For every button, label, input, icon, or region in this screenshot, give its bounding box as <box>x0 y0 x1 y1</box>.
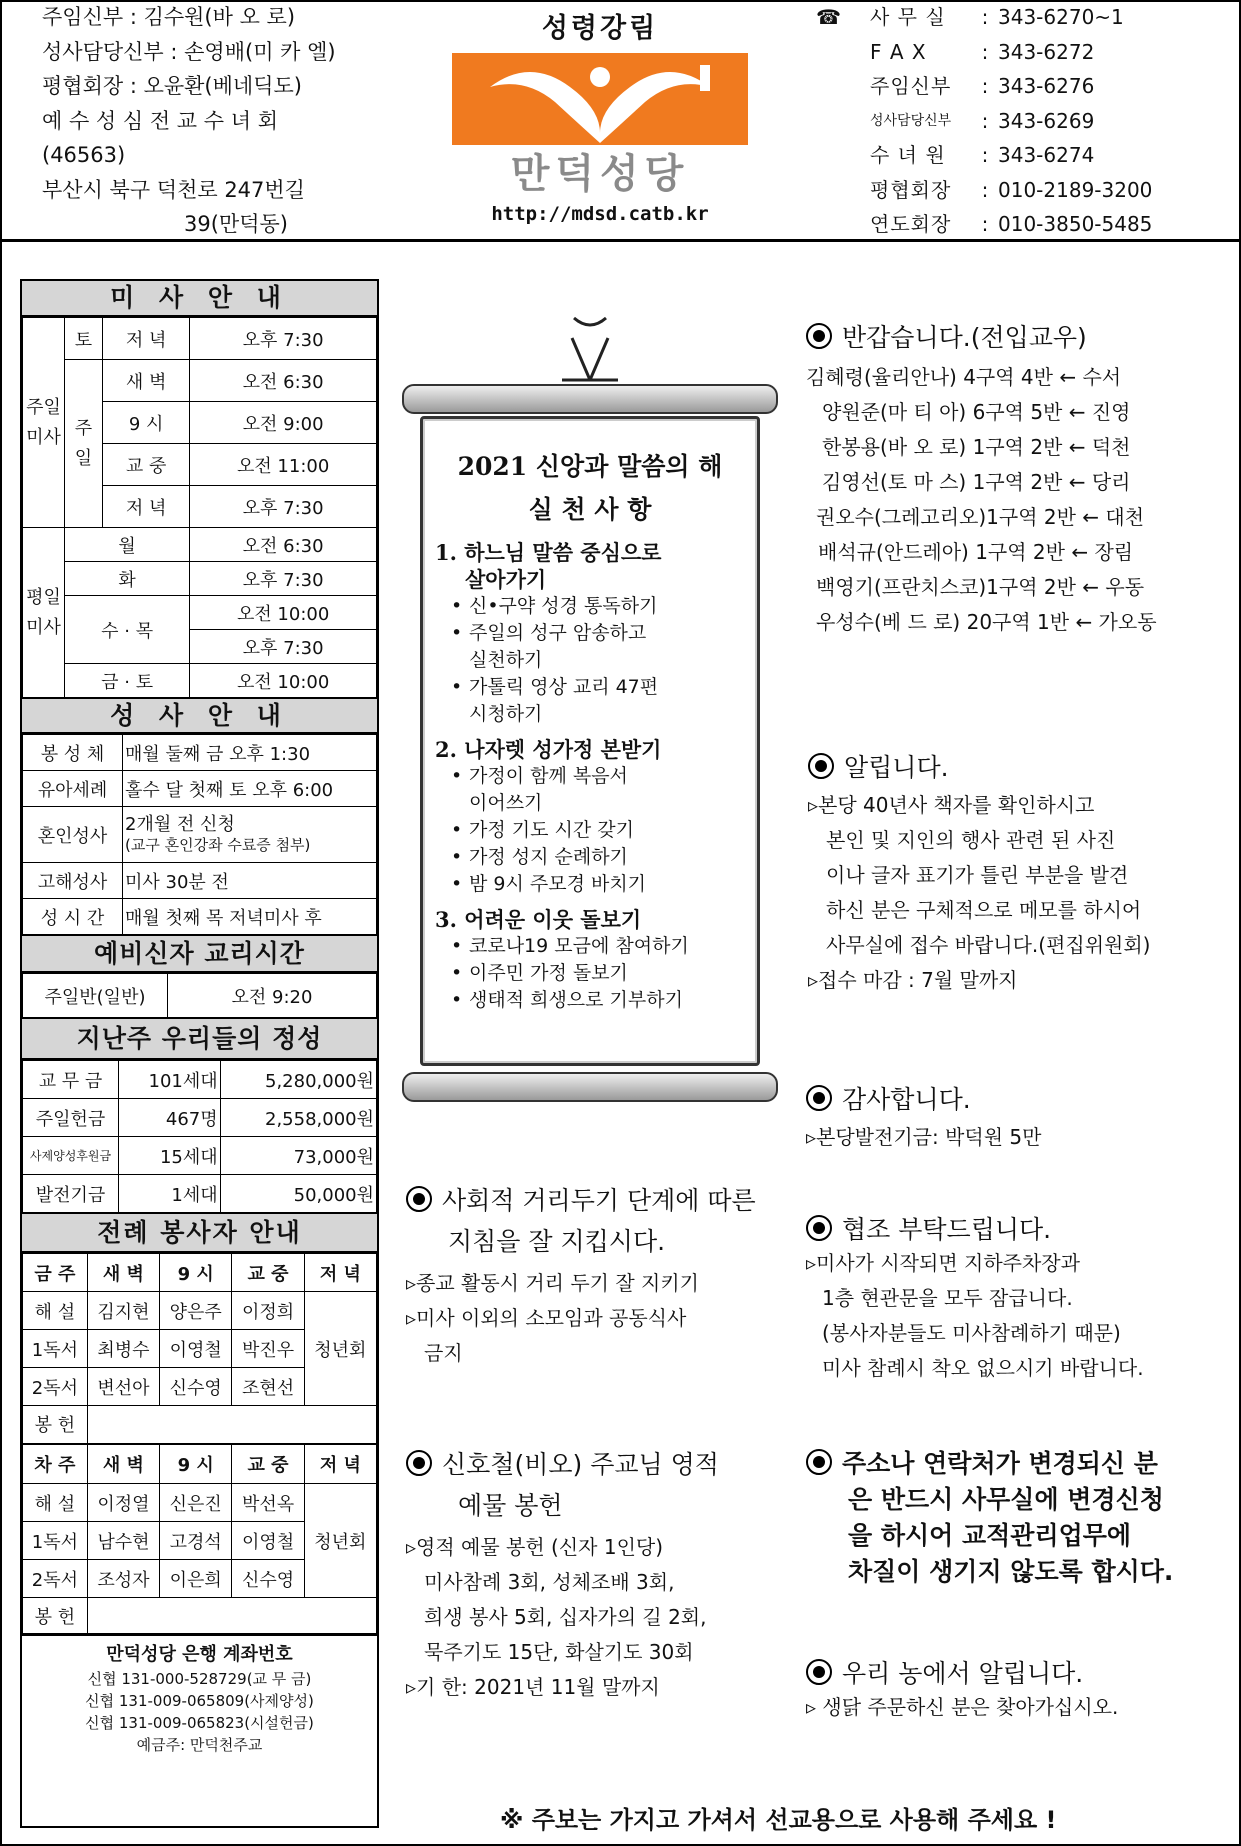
logo-text: 만덕성당 <box>510 151 690 197</box>
sacrament-table: 봉 성 체 매월 둘째 금 오후 1:30 유아세례 홀수 달 첫째 토 오후 6:00 혼인성사 2개월 전 신청 (교구 혼인강좌 수료증 첨부) 고해성사 미사 30분 전 성 시 간 매월 첫째 목 저녁미사 후 <box>22 734 377 935</box>
practice-3: 3. 어려운 이웃 돌보기 <box>435 907 642 932</box>
scroll-ribbon <box>402 314 778 384</box>
contact-office: 사 무 실 : 343-6270~1 <box>870 5 1124 29</box>
header <box>0 0 1241 242</box>
coop-section: 협조 부탁드립니다. ▹미사가 시작되면 지하주차장과 1층 현관문을 모두 잠급니다. (봉사자분들도 미사참례하기 때문) 미사 참례시 착오 없으시기 바랍니다. <box>806 1215 1144 1380</box>
bullet-icon <box>406 1186 432 1212</box>
scroll-paper <box>420 416 760 1066</box>
bullet-icon <box>806 1085 832 1111</box>
header-center <box>450 6 750 225</box>
bullet-icon <box>806 323 832 349</box>
practice-2-subs: • 가정이 함께 복음서 이어쓰기 • 가정 기도 시간 갖기 • 가정 성지 순례하기 • 밤 9시 주모경 바치기 <box>451 765 647 895</box>
contact-fax: F A X : 343-6272 <box>870 39 1095 64</box>
sisters: 예 수 성 심 전 교 수 녀 회 <box>42 108 278 133</box>
bullet-icon <box>806 1449 832 1475</box>
farm-section: 우리 농에서 알립니다. ▹ 생닭 주문하신 분은 찾아가십시오. <box>806 1659 1119 1719</box>
servers-title: 전례 봉사자 안내 <box>22 1213 377 1253</box>
scroll-bottom-rod <box>402 1072 778 1102</box>
contact-priest: 주임신부 : 343-6276 <box>870 74 1095 98</box>
catechumen-table: 주일반(일반) 오전 9:20 <box>22 973 377 1018</box>
logo-flame <box>590 67 610 87</box>
priest: 주임신부 : 김수원(바 오 로) <box>42 5 296 29</box>
offering-table: 교 무 금 101세대 5,280,000원 주일헌금 467명 2,558,000원 사제양성후원금 15세대 73,000원 발전기금 1세대 50,000원 <box>22 1060 377 1213</box>
mass-title: 미 사 안 내 <box>22 281 377 317</box>
practice-1-subs: • 신•구약 성경 통독하기 • 주일의 성구 암송하고 실천하기 • 가톨릭 영상 교리 47편 시청하기 <box>451 595 659 725</box>
practice-3-subs: • 코로나19 모금에 참여하기 • 이주민 가정 돌보기 • 생태적 희생으로 기부하기 <box>451 935 689 1011</box>
scroll-title: 2021 신앙과 말씀의 해 실 천 사 항 <box>457 452 723 524</box>
notice-section: 알립니다. ▹본당 40년사 책자를 확인하시고 본인 및 지인의 행사 관련 된 사진 이나 글자 표기가 틀린 부분을 발견 하신 분은 구체적으로 메모를 하시어 사무실에 접수 바랍니다.(편집위원회) ▹접수 마감 : 7월 말까지 <box>808 753 1151 992</box>
postal-code: (46563) <box>42 143 126 167</box>
header-left <box>42 0 402 242</box>
bullet-icon <box>806 1659 832 1685</box>
contact-convent: 수 녀 원 : 343-6274 <box>870 143 1095 167</box>
bishop-section: 신호철(비오) 주교님 영적 예물 봉헌 ▹영적 예물 봉헌 (신자 1인당) 미사참례 3회, 성체조배 3회, 희생 봉사 5회, 십자가의 길 2회, 묵주기도 15단, 화살기도 30회 ▹기 한: 2021년 11월 말까지 <box>406 1450 719 1699</box>
parish-url[interactable]: http://mdsd.catb.kr <box>491 203 709 225</box>
offering-title: 지난주 우리들의 정성 <box>22 1018 377 1060</box>
practice-2: 2. 나자렛 성가정 본받기 <box>435 737 662 762</box>
thanks-section: 감사합니다. ▹본당발전기금: 박덕원 5만 <box>806 1085 1042 1149</box>
address-line-2: 39(만덕동) <box>184 212 288 236</box>
bullet-icon <box>406 1450 432 1476</box>
practice-1: 1. 하느님 말씀 중심으로 살아가기 <box>435 540 662 592</box>
sunday-mass-label: 주일미사 <box>23 318 65 528</box>
phone-icon: ☎ <box>816 5 841 29</box>
contact-sacrament-priest: 성사담당신부 : 343-6269 <box>870 108 1095 133</box>
contact-council: 평협회장 : 010-2189-3200 <box>870 177 1153 202</box>
bank-info: 만덕성당 은행 계좌번호 신협 131-000-528729(교 무 금) 신협 131-009-065809(사제양성) 신협 131-009-065823(시설헌금) 예금주: 만덕천주교 <box>22 1634 377 1756</box>
sacrament-priest: 성사담당신부 : 손영배(미 카 엘) <box>42 39 336 64</box>
mass-table: 주일미사 토 저 녁 오후 7:30 주일 새 벽 오전 6:30 9 시 오전 9:00 교 중 오전 11:00 저 녁 오후 7:30 평일미사 월 오전 6:30 화 오후 7:30 수 · 목 오전 10:00 오후 7:30 금 · 토 오전 10:00 <box>22 317 377 698</box>
parish-logo <box>450 47 750 197</box>
scroll-top-rod <box>402 384 778 414</box>
left-column <box>20 279 379 1828</box>
sunday-title: 성령강림 <box>541 13 659 44</box>
contact-yeondo: 연도회장 : 010-3850-5485 <box>870 212 1153 236</box>
weekday-mass-label: 평일미사 <box>23 528 65 698</box>
catechumen-title: 예비신자 교리시간 <box>22 935 377 973</box>
council-president: 평협회장 : 오윤환(베네딕도) <box>42 74 302 98</box>
practice-scroll <box>402 314 778 1112</box>
header-contacts <box>818 0 1228 242</box>
distance-section: 사회적 거리두기 단계에 따른 지침을 잘 지킵시다. ▹종교 활동시 거리 두기 잘 지키기 ▹미사 이외의 소모임과 공동식사 금지 <box>406 1186 756 1365</box>
address-line: 부산시 북구 덕천로 247번길 <box>42 177 305 202</box>
address-section: 주소나 연락처가 변경되신 분 은 반드시 사무실에 변경신청 을 하시어 교적관리업무에 차질이 생기지 않도록 합시다. <box>806 1446 1226 1590</box>
bullet-icon <box>806 1215 832 1241</box>
sacrament-title: 성 사 안 내 <box>22 698 377 734</box>
servers-table-this-week: 금 주 새 벽 9 시 교 중 저 녁 해 설 김지현 양은주 이정희 청년회 1독서 최병수 이영철 박진우 2독서 변선아 신수영 조현선 봉 헌 차 주 새 벽 9 시 교 중 저 녁 해 설 이정열 신은진 박선옥 청년회 1독서 남수현 고경석 이영철 2독서 조성자 이은희 신수영 봉 헌 <box>22 1253 377 1634</box>
bullet-icon <box>808 753 834 779</box>
welcome-section: 반갑습니다.(전입교우) 김혜령(율리안나) 4구역 4반 ← 수서 양원준(마 티 아) 6구역 5반 ← 진영 한봉용(바 오 로) 1구역 2반 ← 덕천 김영선(토 마 스) 1구역 2반 ← 당리 권오수(그레고리오)1구역 2반 ← 대천 배석규(안드레아) 1구역 2반 ← 장림 백영기(프란치스코)1구역 2반 ← 우동 우성수(베 드 로) 20구역 1반 ← 가오동 <box>806 323 1157 634</box>
footer-note: ※ 주보는 가지고 가셔서 선교용으로 사용해 주세요 ! <box>500 1806 1057 1834</box>
